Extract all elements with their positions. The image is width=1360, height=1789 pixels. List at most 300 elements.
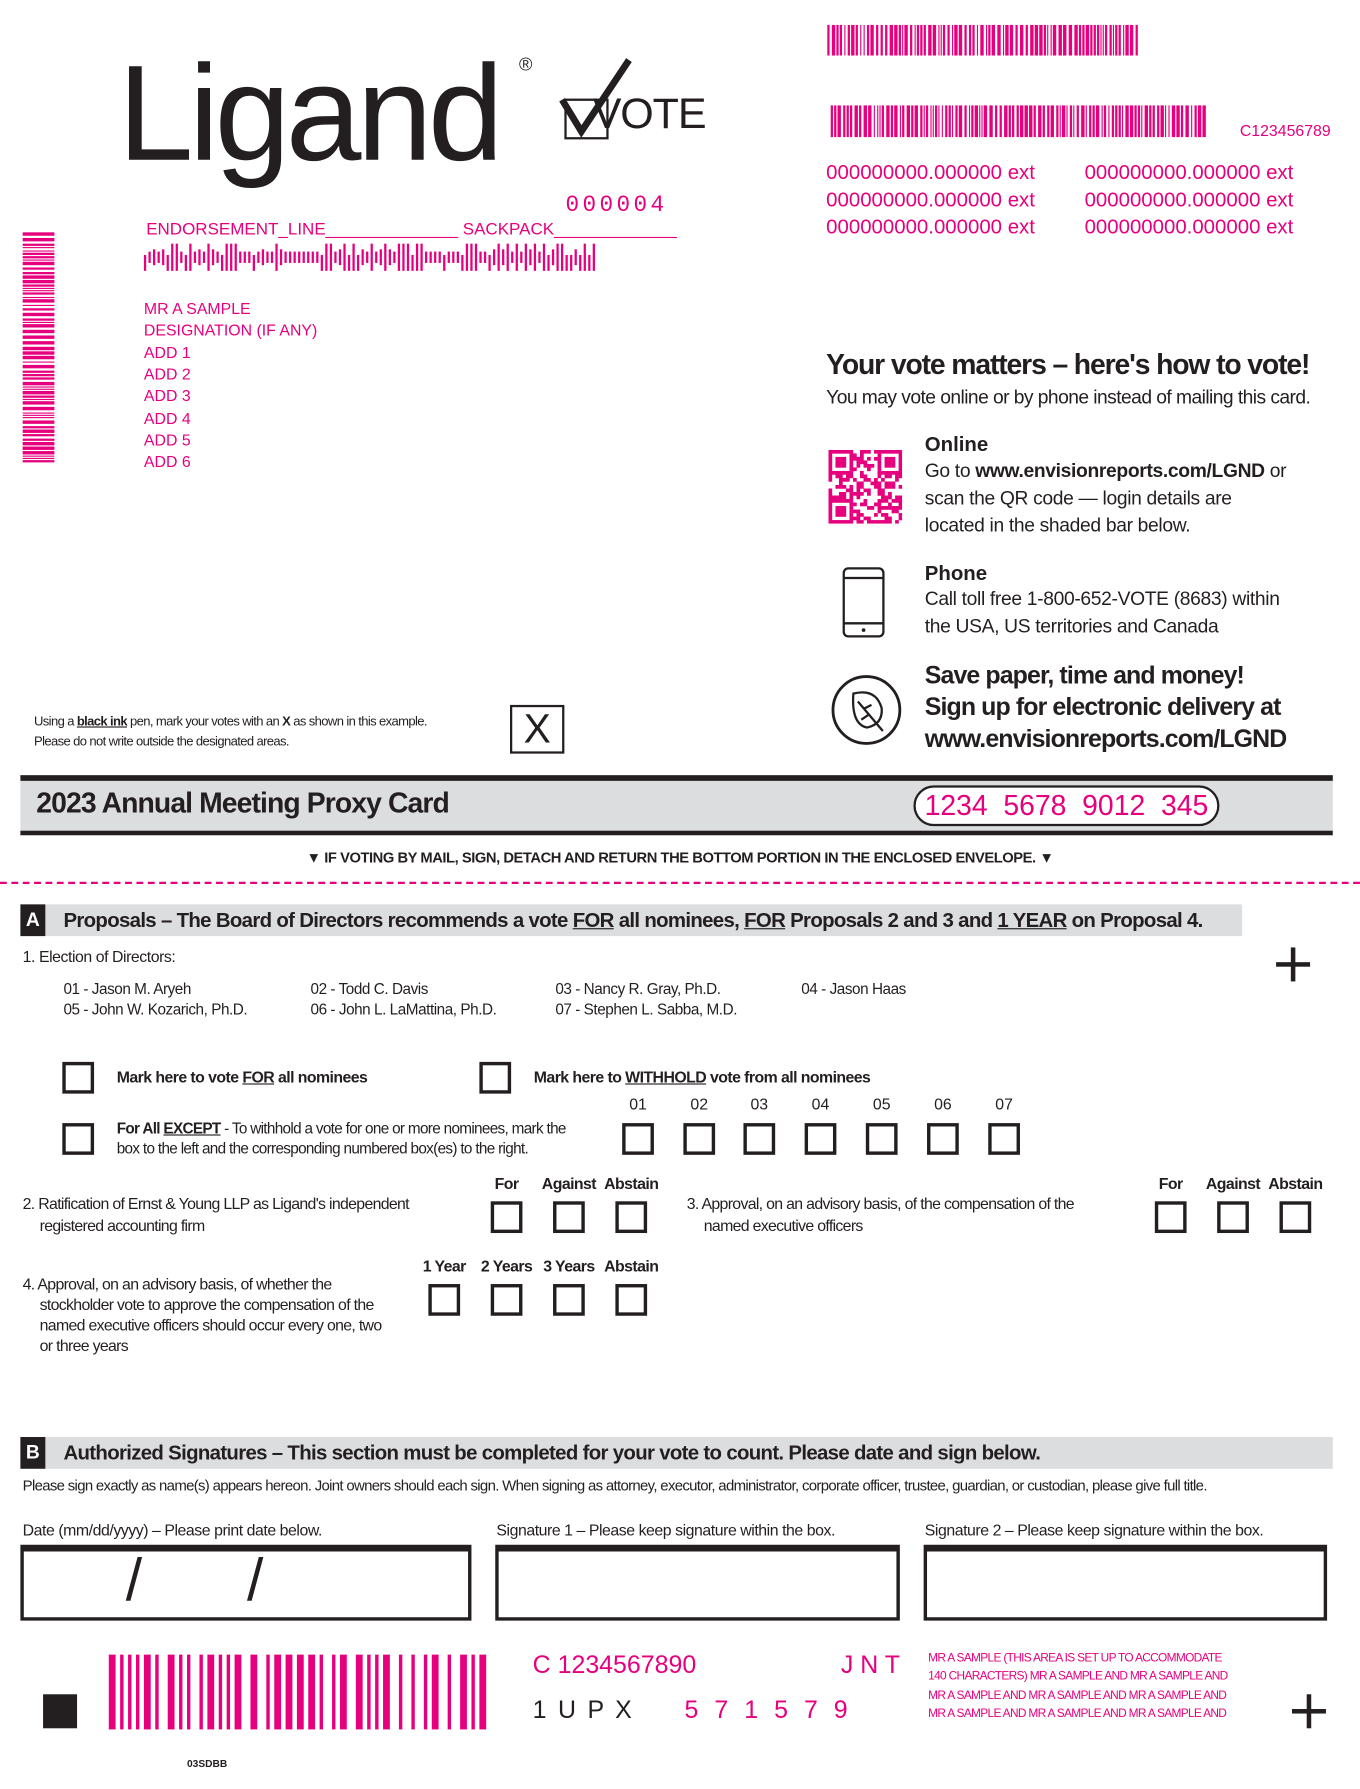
barcode-bar [1119,25,1121,56]
barcode-bar [136,1655,139,1730]
barcode-bar [424,1655,427,1730]
barcode-bar [23,330,55,333]
barcode-bar [910,25,912,56]
address-line: ADD 6 [143,452,191,471]
barcode-bar [23,288,55,289]
proposal-2-abstain-checkbox[interactable] [615,1201,647,1233]
barcode-bar [23,458,55,459]
barcode-bar [1010,25,1013,56]
howto-subtitle: You may vote online or by phone instead of mailing this card. [826,386,1311,408]
barcode-bar [23,389,55,390]
barcode-bar [1115,105,1117,137]
barcode-bar [1191,105,1192,137]
barcode-bar [176,244,178,271]
barcode-bar [330,244,332,271]
barcode-bar [877,105,878,137]
barcode-bar [844,25,845,56]
heading-text: on Proposal 4. [1066,908,1203,932]
barcode-bar [1012,105,1014,137]
withhold-all-checkbox[interactable] [479,1062,511,1094]
ext-line: 000000000.000000 ext [1084,215,1294,238]
barcode-bar [538,251,540,263]
endorsement-line: ENDORSEMENT_LINE______________ SACKPACK_____________ [146,219,677,240]
ext-line: 000000000.000000 ext [826,188,1035,211]
barcode-bar [864,105,867,137]
barcode-bar [398,244,400,271]
barcode-bar [959,25,962,56]
barcode-bar [1081,105,1084,137]
barcode-bar [280,249,282,265]
barcode-bar [23,267,55,269]
barcode-bar [23,305,55,306]
barcode-bar [144,1655,151,1730]
barcode-bar [949,105,951,137]
barcode-bar [325,244,327,271]
date-input[interactable] [20,1545,471,1621]
barcode-bar [964,25,966,56]
barcode-bar [216,251,218,263]
barcode-bar [561,244,563,271]
barcode-bar [416,244,418,271]
barcode-bar [212,249,214,265]
barcode-bar [1077,105,1079,137]
barcode-bar [525,244,527,271]
ink-instruction-line2: Please do not write outside the designated areas. [33,735,289,750]
barcode-bar [843,105,845,137]
barcode-bar [452,251,454,263]
for-all-except-label [117,1120,566,1137]
label-text: vote from all nominees [706,1067,871,1086]
barcode-bar [430,251,432,263]
barcode-bar [941,25,942,56]
barcode-bar [882,105,884,137]
barcode-bar [1102,105,1103,137]
barcode-bar [235,244,237,271]
barcode-bar [375,1655,378,1730]
label-text: Mark here to vote [116,1067,243,1086]
barcode-bar [375,251,377,263]
ink-instruction-line1 [34,715,427,729]
proposal-2-line1: 2. Ratification of Ernst & Young LLP as Ligand's independent [22,1194,409,1213]
online-line3: located in the shaded bar below. [924,514,1191,537]
nominee-name: 03 - Nancy R. Gray, Ph.D. [555,980,721,998]
date-label: Date (mm/dd/yyyy) – Please print date below. [22,1520,322,1540]
barcode-bar [1086,25,1089,56]
barcode-bar [289,251,291,263]
barcode-bar [348,255,350,271]
proposal-3-line2: named executive officers [703,1216,863,1235]
barcode-bar [1108,105,1109,137]
address-line: MR A SAMPLE [143,299,251,318]
registered-mark: ® [519,55,533,75]
nominee-name: 07 - Stephen L. Sabba, M.D. [555,1000,737,1018]
barcode-bar [23,297,55,298]
barcode-bar [924,105,925,137]
sequence-number: 000004 [565,192,668,219]
nominee-except-checkbox-05[interactable] [866,1123,898,1155]
barcode-bar [1009,105,1011,137]
barcode-bar [189,244,191,271]
barcode-bar [552,249,554,265]
nominee-except-checkbox-07[interactable] [988,1123,1020,1155]
barcode-bar [23,341,55,344]
barcode-bar [969,25,971,56]
barcode-bar [23,232,55,235]
barcode-bar [371,244,373,271]
barcode-bar [23,460,55,462]
barcode-bar [890,25,893,56]
barcode-bar [23,365,55,368]
barcode-bar [1053,25,1056,56]
phone-line2: the USA, US territories and Canada [924,615,1219,637]
nominee-except-checkbox-04[interactable] [805,1123,837,1155]
nominee-except-checkbox-03[interactable] [743,1123,775,1155]
barcode-bar [250,1655,257,1730]
barcode-bar [1194,105,1196,137]
barcode-bar [1051,25,1052,56]
barcode-bar [128,1655,131,1730]
barcode-bar [1149,105,1151,137]
barcode-bar [1073,105,1074,137]
barcode-bar [935,105,937,137]
nominee-name: 04 - Jason Haas [801,980,906,998]
barcode-bar [1047,25,1048,56]
nominee-number-label: 06 [934,1094,952,1113]
barcode-bar [1039,25,1042,56]
barcode-bar [1112,105,1114,137]
barcode-bar [920,105,922,137]
barcode-bar [1185,105,1188,137]
barcode-bar [23,415,55,416]
proposal-2-option-label: For [494,1174,519,1193]
barcode-bar [1165,105,1166,137]
address-line: DESIGNATION (IF ANY) [143,321,318,340]
barcode-bar [334,251,336,263]
vote-for-all-checkbox[interactable] [62,1062,94,1094]
barcode-bar [992,25,995,56]
barcode-bar [850,105,852,137]
barcode-bar [1160,105,1163,137]
proposal-4-option-label: 2 Years [480,1256,533,1275]
control-barcode [831,105,1210,137]
barcode-bar [320,1655,323,1730]
for-all-except-checkbox[interactable] [62,1123,94,1155]
heading-emphasis: FOR [572,908,614,932]
barcode-bar [475,244,477,271]
barcode-bar [1115,25,1117,56]
barcode-bar [23,356,55,359]
barcode-bar [1038,105,1041,137]
barcode-bar [357,255,359,271]
nominee-number-label: 07 [995,1094,1013,1113]
label-text: For All [116,1119,164,1137]
barcode-bar [148,251,150,263]
barcode-bar [856,25,858,56]
barcode-bar [1066,105,1067,137]
barcode-bar [432,1655,439,1730]
barcode-bar [584,244,586,271]
barcode-bar [1094,25,1096,56]
howto-title: Your vote matters – here's how to vote! [826,349,1310,381]
barcode-bar [988,25,990,56]
barcode-bar [294,251,296,263]
label-text: - To withhold a vote for one or more nominees, mark the [220,1119,566,1137]
label-emphasis: FOR [242,1067,275,1086]
barcode-bar [593,244,595,271]
barcode-bar [900,105,901,137]
barcode-bar [529,249,531,265]
barcode-bar [1097,25,1099,56]
barcode-bar [838,105,841,137]
barcode-bar [227,1655,230,1730]
barcode-bar [23,324,55,327]
barcode-bar [902,105,904,137]
barcode-bar [198,249,200,265]
barcode-bar [221,255,223,271]
phone-line1: Call toll free 1-800-652-VOTE (8683) within [924,588,1280,610]
proposal-3-for-checkbox[interactable] [1155,1201,1187,1233]
barcode-bar [1034,105,1036,137]
barcode-bar [23,299,55,302]
address-line: ADD 1 [143,342,191,362]
barcode-bar [380,249,382,265]
barcode-bar [207,244,209,271]
barcode-bar [393,251,395,263]
barcode-bar [1125,105,1128,137]
barcode-bar [239,251,241,263]
vote-logo-text: VOTE [592,90,706,139]
qr-code-icon[interactable] [828,450,902,524]
barcode-bar [980,25,983,56]
barcode-bar [851,25,854,56]
barcode-bar [1145,105,1148,137]
barcode-bar [171,244,173,271]
nominee-except-checkbox-06[interactable] [927,1123,959,1155]
barcode-bar [1056,105,1058,137]
barcode-bar [1172,105,1175,137]
barcode-bar [23,430,55,433]
name-block-line: MR A SAMPLE AND MR A SAMPLE AND MR A SAMPLE AND [928,1706,1227,1721]
barcode-bar [1025,105,1028,137]
date-separator: / [247,1548,264,1614]
leaf-icon [831,674,902,745]
paperless-url-link[interactable]: www.envisionreports.com/LGND [924,724,1287,753]
barcode-bar [23,247,55,248]
barcode-bar [1105,25,1107,56]
barcode-bar [575,249,577,265]
label-text: Mark here to [533,1067,626,1086]
barcode-bar [235,1655,242,1730]
ext-line: 000000000.000000 ext [1084,160,1294,184]
label-emphasis: WITHHOLD [625,1067,707,1086]
barcode-bar [1110,25,1112,56]
online-line1 [925,460,1286,483]
barcode-bar [964,105,966,137]
barcode-bar [894,25,897,56]
barcode-bar [867,25,869,56]
barcode-bar [168,1655,175,1730]
barcode-bar [167,255,169,271]
barcode-bar [23,426,55,428]
barcode-bar [23,280,55,283]
barcode-bar [1051,105,1054,137]
barcode-bar [1198,105,1201,137]
barcode-bar [155,1655,158,1730]
barcode-bar [930,105,931,137]
barcode-bar [827,25,829,56]
section-b-letter: B [20,1437,45,1469]
barcode-bar [23,250,55,251]
proposal-4-1-year-checkbox[interactable] [428,1284,460,1316]
barcode-bar [23,362,55,363]
proposal-4-abstain-checkbox[interactable] [615,1284,647,1316]
proposal-2-for-checkbox[interactable] [491,1201,523,1233]
barcode-bar [1074,25,1077,56]
barcode-bar [23,451,55,454]
barcode-bar [23,262,55,265]
barcode-bar [479,251,481,263]
barcode-bar [915,25,916,56]
barcode-bar [275,244,277,271]
barcode-bar [23,290,55,291]
registration-plus-mark [1276,947,1310,981]
barcode-bar [298,251,300,263]
barcode-bar [1123,25,1124,56]
proposal-3-against-checkbox[interactable] [1217,1201,1249,1233]
barcode-bar [23,413,55,414]
barcode-bar [848,25,850,56]
barcode-bar [955,105,957,137]
barcode-bar [1136,25,1138,56]
ink-emphasis: black ink [76,715,128,729]
barcode-bar [248,251,250,263]
proposal-2-option-label: Against [541,1174,597,1193]
barcode-bar [316,251,318,263]
detach-line[interactable] [0,882,1360,884]
barcode-bar [979,105,980,137]
barcode-bar [244,251,246,263]
name-block-line: MR A SAMPLE AND MR A SAMPLE AND MR A SAMPLE AND [928,1688,1227,1702]
account-number: C 1234567890 [532,1650,697,1679]
signature-1-input[interactable] [495,1545,900,1621]
account-barcode [109,1655,494,1730]
barcode-bar [947,25,949,56]
nominee-except-checkbox-02[interactable] [683,1123,715,1155]
barcode-bar [1130,105,1133,137]
barcode-bar [1119,105,1121,137]
proposal-3-abstain-checkbox[interactable] [1279,1201,1311,1233]
barcode-bar [543,244,545,271]
barcode-bar [1079,25,1081,56]
barcode-bar [297,1655,304,1730]
barcode-bar [847,105,849,137]
proposal-4-line: or three years [39,1336,129,1355]
barcode-bar [23,399,55,400]
barcode-bar [194,251,196,263]
barcode-bar [109,1655,116,1730]
barcode-bar [977,25,978,56]
barcode-bar [23,396,55,398]
barcode-bar [938,105,939,137]
proposal-3-option-label: Against [1205,1174,1261,1193]
barcode-bar [1000,105,1002,137]
proposal-2-line2: registered accounting firm [39,1216,205,1235]
barcode-bar [23,374,55,376]
barcode-bar [579,255,581,271]
barcode-bar [997,25,1000,56]
barcode-bar [23,318,55,320]
top-barcode [827,25,1140,56]
barcode-bar [266,251,268,263]
barcode-bar [516,244,518,271]
proposal-4-2-years-checkbox[interactable] [491,1284,523,1316]
barcode-bar [271,251,273,263]
barcode-bar [507,244,509,271]
barcode-bar [266,1655,269,1730]
barcode-bar [23,391,55,394]
barcode-bar [471,1655,474,1730]
barcode-bar [187,1655,190,1730]
signature-2-input[interactable] [924,1545,1327,1621]
ext-line: 000000000.000000 ext [826,160,1035,184]
form-code: 03SDBB [186,1757,228,1770]
barcode-bar [1004,105,1007,137]
barcode-bar [911,105,913,137]
barcode-bar [199,1655,202,1730]
barcode-bar [23,292,55,294]
barcode-bar [1082,25,1084,56]
barcode-bar [1020,105,1023,137]
barcode-bar [984,105,987,137]
barcode-bar [23,308,55,310]
upx-code: 1 U P X [532,1695,634,1724]
postal-barcode [144,244,600,271]
online-url-link[interactable]: www.envisionreports.com/LGND [975,460,1265,482]
paperless-line2: Sign up for electronic delivery at [924,692,1281,721]
barcode-bar [1017,105,1019,137]
proposal-2-option-label: Abstain [604,1174,659,1193]
barcode-bar [262,249,264,265]
barcode-bar [23,456,55,457]
barcode-bar [860,25,861,56]
proposal-4-line: 4. Approval, on an advisory basis, of whether the [22,1274,332,1294]
barcode-bar [945,105,947,137]
barcode-bar [834,105,836,137]
barcode-bar [23,347,55,350]
nominee-name: 06 - John L. LaMattina, Ph.D. [310,1000,497,1018]
barcode-bar [1113,25,1114,56]
barcode-bar [886,105,889,137]
barcode-bar [556,244,558,271]
barcode-bar [1070,105,1072,137]
barcode-bar [969,105,970,137]
barcode-bar [457,251,459,263]
control-id: C123456789 [1239,121,1331,140]
address-line: ADD 3 [143,386,191,405]
barcode-bar [23,417,55,418]
barcode-bar [570,255,572,271]
heading-emphasis: FOR [744,908,786,932]
nominee-except-checkbox-01[interactable] [622,1123,654,1155]
barcode-bar [1096,105,1099,137]
barcode-bar [899,25,901,56]
barcode-bar [312,251,314,263]
barcode-bar [943,25,945,56]
proposal-4-option-label: Abstain [604,1256,659,1275]
proposal-4-3-years-checkbox[interactable] [553,1284,585,1316]
proposal-2-against-checkbox[interactable] [553,1201,585,1233]
ink-text: Using a [33,715,77,729]
